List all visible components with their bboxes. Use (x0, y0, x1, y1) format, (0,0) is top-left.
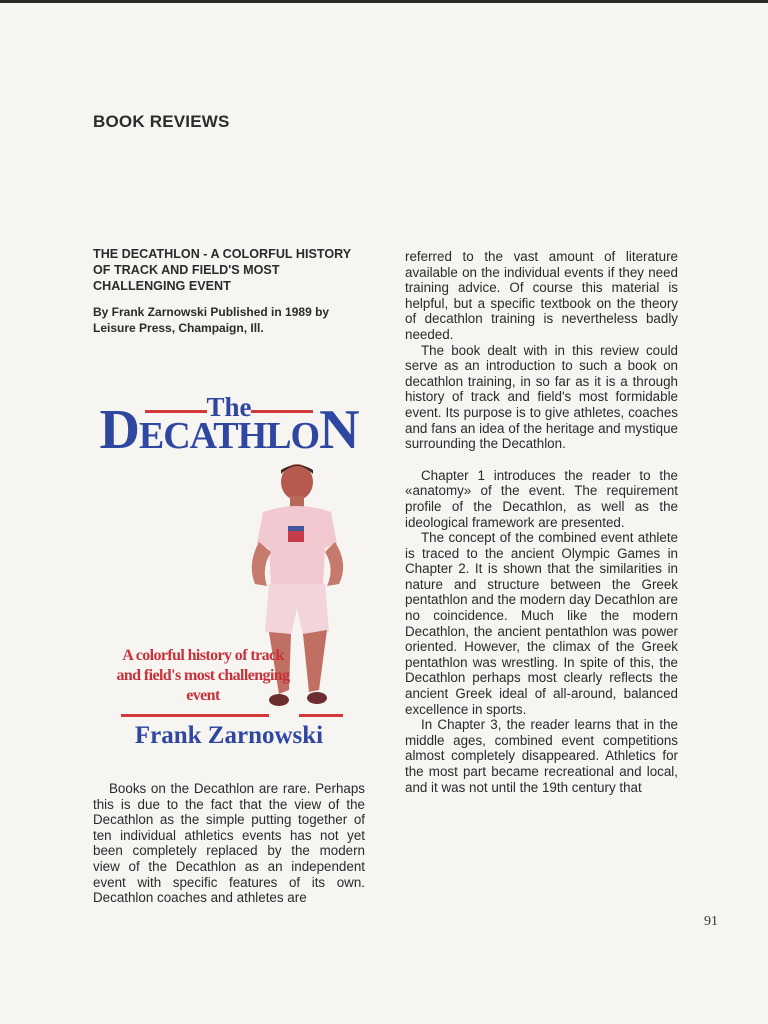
cover-author: Frank Zarnowski (134, 722, 324, 749)
review-title: THE DECATHLON - A COLORFUL HISTORY OF TRACK AND FIELD'S MOST CHALLENGING EVENT (93, 247, 351, 293)
body-paragraph: The book dealt with in this review could serve as an introduction to such a book on decathlon training, in so far as it is a through history of track and field's most formidable event. Its purpose is to give athletes, coaches and fans an idea of the heritage and mystique surrounding the Decathlon. (405, 342, 678, 452)
review-heading-block (93, 246, 365, 336)
body-paragraph: In Chapter 3, the reader learns that in the middle ages, combined event competitions almost completely disappeared. Athletics for the most part became recreational and local, and it was not until the 19th century that (405, 717, 678, 795)
cover-title-last: N (319, 399, 359, 461)
page-number: 91 (704, 914, 718, 929)
book-cover (93, 386, 365, 766)
cover-the-word: The (206, 392, 252, 422)
cover-title-first: D (99, 399, 139, 461)
body-paragraph: Chapter 1 introduces the reader to the «anatomy» of the event. The requirement profile of the Decathlon, as well as the ideological framework are presented. (405, 467, 678, 530)
section-header: BOOK REVIEWS (93, 112, 230, 131)
author-rule-left (121, 714, 269, 717)
body-right-column (405, 249, 678, 795)
body-left-column (93, 781, 365, 906)
top-border-rule (0, 0, 768, 3)
cover-title-mid: ECATHLO (138, 415, 320, 457)
cover-title (93, 398, 365, 462)
body-paragraph: Books on the Decathlon are rare. Perhaps this is due to the fact that the view of the Decathlon as the simple putting together of ten individual athletics events has not yet been completely replaced by the modern view of the Decathlon as an independent event with specific features of its own. Decathlon coaches and athletes are (93, 781, 365, 906)
body-paragraph: The concept of the combined event athlete is traced to the ancient Olympic Games in Chapter 2. It is shown that the similarities in nature and structure between the Greek pentathlon and the modern day Decathlon are no coincidence. Much like the modern Decathlon, the ancient pentathlon was power oriented. However, the climax of the Greek pentathlon was wrestling. In spite of this, the Decathlon perhaps most clearly reflects the ancient Greek ideal of all-around, balanced excellence in sports. (405, 530, 678, 717)
author-rule-right (299, 714, 343, 717)
cover-tagline: A colorful history of track and field's most challenging event (116, 647, 290, 704)
body-paragraph: referred to the vast amount of literature available on the individual events if they need training advice. Of course this material is helpful, but a specific textbook on the theory of decathlon training is nevertheless badly needed. (405, 249, 678, 342)
review-byline: By Frank Zarnowski Published in 1989 by Leisure Press, Champaign, Ill. (93, 305, 330, 335)
